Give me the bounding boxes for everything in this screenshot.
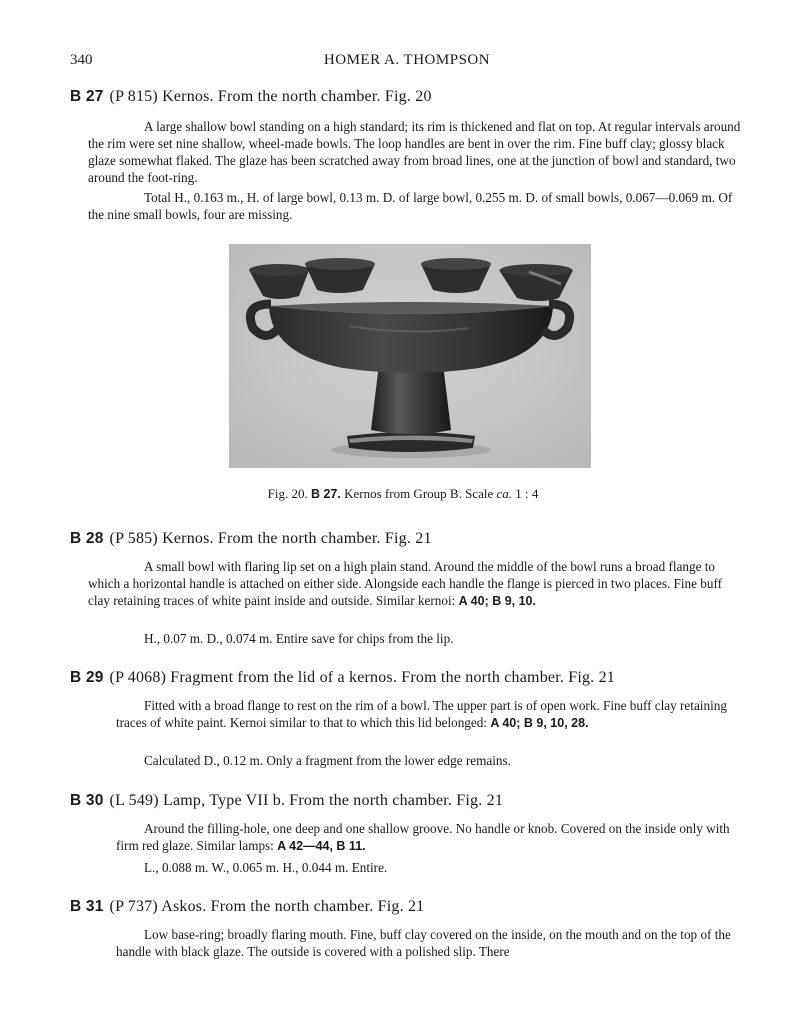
description-text: A small bowl with flaring lip set on a high plain stand. Around the middle of the bowl runs a broad flange to which a horizontal handle is attached on either side. Alongside each handle the flange is pierced in two places. Fine buff clay retaining traces of white paint inside and outside. Similar kernoi: xyxy=(88,559,723,608)
catalogue-number: B 27 xyxy=(70,88,104,105)
entry-measurements: H., 0.07 m. D., 0.074 m. Entire save for chips from the lip. xyxy=(144,631,454,646)
entry-description: Low base-ring; broadly flaring mouth. Fine, buff clay covered on the inside, on the mouth and on the top of the handle with black glaze. The outside is covered with a polished slip. There xyxy=(116,927,731,959)
entry-title: (P 585) Kernos. From the north chamber. Fig. 21 xyxy=(109,530,432,547)
entry-heading-b27 xyxy=(70,88,750,106)
entry-description xyxy=(116,820,744,855)
running-title: HOMER A. THOMPSON xyxy=(323,52,491,68)
kernos-image xyxy=(229,244,591,468)
catalogue-number: B 30 xyxy=(70,792,104,809)
references: A 40; B 9, 10. xyxy=(458,594,536,608)
entry-heading-b30 xyxy=(70,792,750,810)
caption-scale: 1 : 4 xyxy=(515,486,539,501)
running-head xyxy=(70,52,744,72)
entry-heading-b31 xyxy=(70,898,750,916)
page-number: 340 xyxy=(70,52,93,68)
caption-ca: ca. xyxy=(496,486,512,501)
entry-measurements: L., 0.088 m. W., 0.065 m. H., 0.044 m. Entire. xyxy=(144,860,388,875)
description-text: Fitted with a broad flange to rest on the rim of a bowl. The upper part is of open work. Fine buff clay retaining traces of white paint. Kernoi similar to that to which this lid belonged: xyxy=(116,698,727,730)
entry-measurements: Calculated D., 0.12 m. Only a fragment from the lower edge remains. xyxy=(144,753,511,768)
entry-description: A large shallow bowl standing on a high standard; its rim is thickened and flat on top. At regular intervals around the rim were set nine shallow, wheel-made bowls. The loop handles are bent in over the rim. Fine buff clay; glossy black glaze somewhat flaked. The glaze has been scratched away from broad lines, one at the junction of bowl and standard, two around the foot-ring. xyxy=(88,119,741,185)
entry-heading-b28 xyxy=(70,530,750,548)
entry-title: (P 815) Kernos. From the north chamber. Fig. 20 xyxy=(109,88,432,105)
kernos-photograph xyxy=(229,244,591,468)
entry-description xyxy=(88,558,744,610)
figure-caption xyxy=(0,486,806,502)
entry-title: (P 4068) Fragment from the lid of a kernos. From the north chamber. Fig. 21 xyxy=(109,669,615,686)
description-text: Around the filling-hole, one deep and one shallow groove. No handle or knob. Covered on the inside only with firm red glaze. Similar lamps: xyxy=(116,821,730,853)
catalogue-number: B 29 xyxy=(70,669,104,686)
references: A 40; B 9, 10, 28. xyxy=(490,716,589,730)
entry-title: (L 549) Lamp, Type VII b. From the north chamber. Fig. 21 xyxy=(109,792,504,809)
caption-text: Kernos from Group B. Scale xyxy=(344,486,494,501)
caption-ref: B 27. xyxy=(310,487,341,501)
entry-title: (P 737) Askos. From the north chamber. Fig. 21 xyxy=(109,898,425,915)
entry-description xyxy=(116,697,744,732)
caption-figure-label: Fig. 20. xyxy=(267,486,308,501)
catalogue-number: B 28 xyxy=(70,530,104,547)
references: A 42—44, B 11. xyxy=(277,839,366,853)
entry-heading-b29 xyxy=(70,669,750,687)
entry-measurements: Total H., 0.163 m., H. of large bowl, 0.13 m. D. of large bowl, 0.255 m. D. of small bowls, 0.067—0.069 m. Of the nine small bowls, four are missing. xyxy=(88,190,733,222)
catalogue-number: B 31 xyxy=(70,898,104,915)
